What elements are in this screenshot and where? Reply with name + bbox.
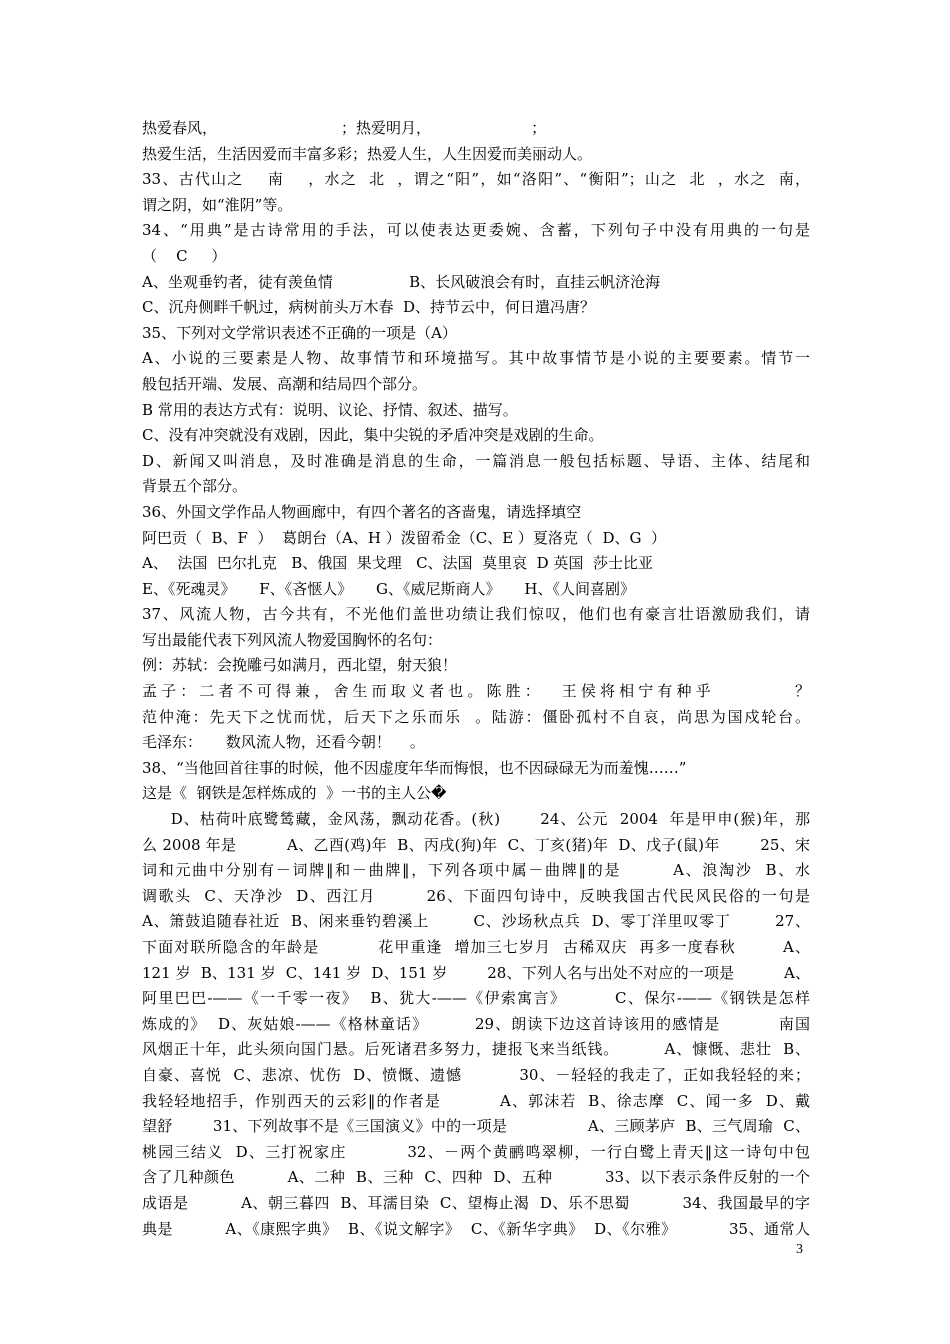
text-line: A、坐观垂钓者，徒有羡鱼情 B、长风破浪会有时，直挂云帆济沧海 <box>142 272 661 291</box>
text-line: C、没有冲突就没有戏剧，因此，集中尖锐的矛盾冲突是戏剧的生命。 <box>142 426 604 445</box>
text-line: 词和元曲中分别有－词牌‖和－曲牌‖，下列各项中属－曲牌‖的是 A、浪淘沙 B、水 <box>142 861 810 880</box>
text-line: （ C ） <box>142 246 227 265</box>
text-line: A、小说的三要素是人物、故事情节和环境描写。其中故事情节是小说的主要要素。情节一 <box>142 349 810 368</box>
text-line: 典是 A、《康熙字典》 B、《说文解字》 C、《新华字典》 D、《尔雅》 35、通常人 <box>142 1219 810 1238</box>
text-line: 调歌头 C、天净沙 D、西江月 26、下面四句诗中，反映我国古代民风民俗的一句是 <box>142 886 810 905</box>
text-line: 桃园三结义 D、三打祝家庄 32、－两个黄鹂鸣翠柳，一行白鹭上青天‖这一诗句中包 <box>142 1142 810 1161</box>
text-line: 含了几种颜色 A、二种 B、三种 C、四种 D、五种 33、以下表示条件反射的一个 <box>142 1168 810 1187</box>
text-line: 背景五个部分。 <box>142 477 248 496</box>
text-line: E、《死魂灵》 F、《吝惬人》 G、《威尼斯商人》 H、《人间喜剧》 <box>142 579 635 598</box>
text-line: A、箫鼓追随春社近 B、闲来垂钓碧溪上 C、沙场秋点兵 D、零丁洋里叹零丁 27、 <box>142 912 810 931</box>
text-line: 范仲淹：先天下之忧而忧，后天下之乐而乐 。陆游：僵卧孤村不自哀，尚思为国戍轮台。 <box>142 707 810 726</box>
text-line: 36、外国文学作品人物画廊中，有四个著名的吝啬鬼，请选择填空 <box>142 502 582 521</box>
text-line: 热爱生活，生活因爱而丰富多彩；热爱人生，人生因爱而美丽动人。 <box>142 144 593 163</box>
text-line: 35、下列对文学常识表述不正确的一项是（A） <box>142 323 457 342</box>
text-line: C、沉舟侧畔千帆过，病树前头万木春 D、持节云中，何日遣冯唐？ <box>142 298 596 317</box>
document-body <box>142 116 810 1242</box>
text-line: 121 岁 B、131 岁 C、141 岁 D、151 岁 28、下列人名与出处不对应的一项是 A、 <box>142 963 810 982</box>
text-line: 毛泽东： 数风流人物，还看今朝！ 。 <box>142 733 425 752</box>
text-line: 例：苏轼：会挽雕弓如满月，西北望，射天狼！ <box>142 656 458 675</box>
text-line: D、新闻又叫消息，及时准确是消息的生命，一篇消息一般包括标题、导语、主体、结尾和 <box>142 451 810 470</box>
text-line: 写出最能代表下列风流人物爱国胸怀的名句： <box>142 630 443 649</box>
text-line: 般包括开端、发展、高潮和结局四个部分。 <box>142 374 428 393</box>
text-line: 么 2008 年是 A、乙酉(鸡)年 B、丙戌(狗)年 C、丁亥(猪)年 D、戊子(鼠)年 25、宋 <box>142 835 810 854</box>
text-line: 这是《 钢铁是怎样炼成的 》一书的主人公� <box>142 784 447 803</box>
text-line: B 常用的表达方式有：说明、议论、抒情、叙述、描写。 <box>142 400 518 419</box>
text-line: 我轻轻地招手，作别西天的云彩‖的作者是 A、郭沫若 B、徐志摩 C、闻一多 D、戴 <box>142 1091 810 1110</box>
text-line: 风烟正十年，此头须向国门悬。后死诸君多努力，捷报飞来当纸钱。 A、慷慨、悲壮 B、 <box>142 1040 810 1059</box>
page-number: 3 <box>796 1242 803 1257</box>
text-line: 谓之阴，如“淮阴”等。 <box>142 195 293 214</box>
text-line: 望舒 31、下列故事不是《三国演义》中的一项是 A、三顾茅庐 B、三气周瑜 C、 <box>142 1117 810 1136</box>
text-line: 阿里巴巴-——《一千零一夜》 B、犹大-——《伊索寓言》 C、保尔-——《钢铁是怎样 <box>142 989 810 1008</box>
text-line: 37、风流人物，古今共有，不光他们盖世功绩让我们惊叹，他们也有豪言壮语激励我们，请 <box>142 605 810 624</box>
text-line: 成语是 A、朝三暮四 B、耳濡目染 C、望梅止渴 D、乐不思蜀 34、我国最早的字 <box>142 1193 810 1212</box>
text-line: 孟子：二者不可得兼，舍生而取义者也。陈胜： 王侯将相宁有种乎 ？ <box>142 682 810 701</box>
text-line: 热爱春风， ；热爱明月， ； <box>142 119 547 137</box>
text-line: D、枯荷叶底鹭鸶藏，金风荡，飘动花香。(秋) 24、公元 2004 年是甲申(猴)年，那 <box>142 810 810 829</box>
text-line: 33、古代山之 南 ，水之 北 ，谓之“阳”，如“洛阳”、“衡阳”；山之 北 ，水之 南， <box>142 170 810 189</box>
text-line: 下面对联所隐含的年龄是 花甲重逢 增加三七岁月 古稀双庆 再多一度春秋 A、 <box>142 938 810 956</box>
text-line: A、 法国 巴尔扎克 B、俄国 果戈理 C、法国 莫里哀 D 英国 莎士比亚 <box>142 554 653 573</box>
text-line: 38、“当他回首往事的时候，他不因虚度年华而悔恨，也不因碌碌无为而羞愧……” <box>142 758 687 777</box>
text-line: 自豪、喜悦 C、悲凉、忧伤 D、愤慨、遗憾 30、－轻轻的我走了，正如我轻轻的来； <box>142 1065 810 1084</box>
text-line: 炼成的》 D、灰姑娘-——《格林童话》 29、朗读下边这首诗该用的感情是 南国 <box>142 1014 810 1033</box>
text-line: 34、“用典”是古诗常用的手法，可以使表达更委婉、含蓄，下列句子中没有用典的一句是 <box>142 221 810 240</box>
text-line: 阿巴贡（ B、F ） 葛朗台（A、H ）泼留希金（C、E ）夏洛克（ D、G ） <box>142 528 666 547</box>
